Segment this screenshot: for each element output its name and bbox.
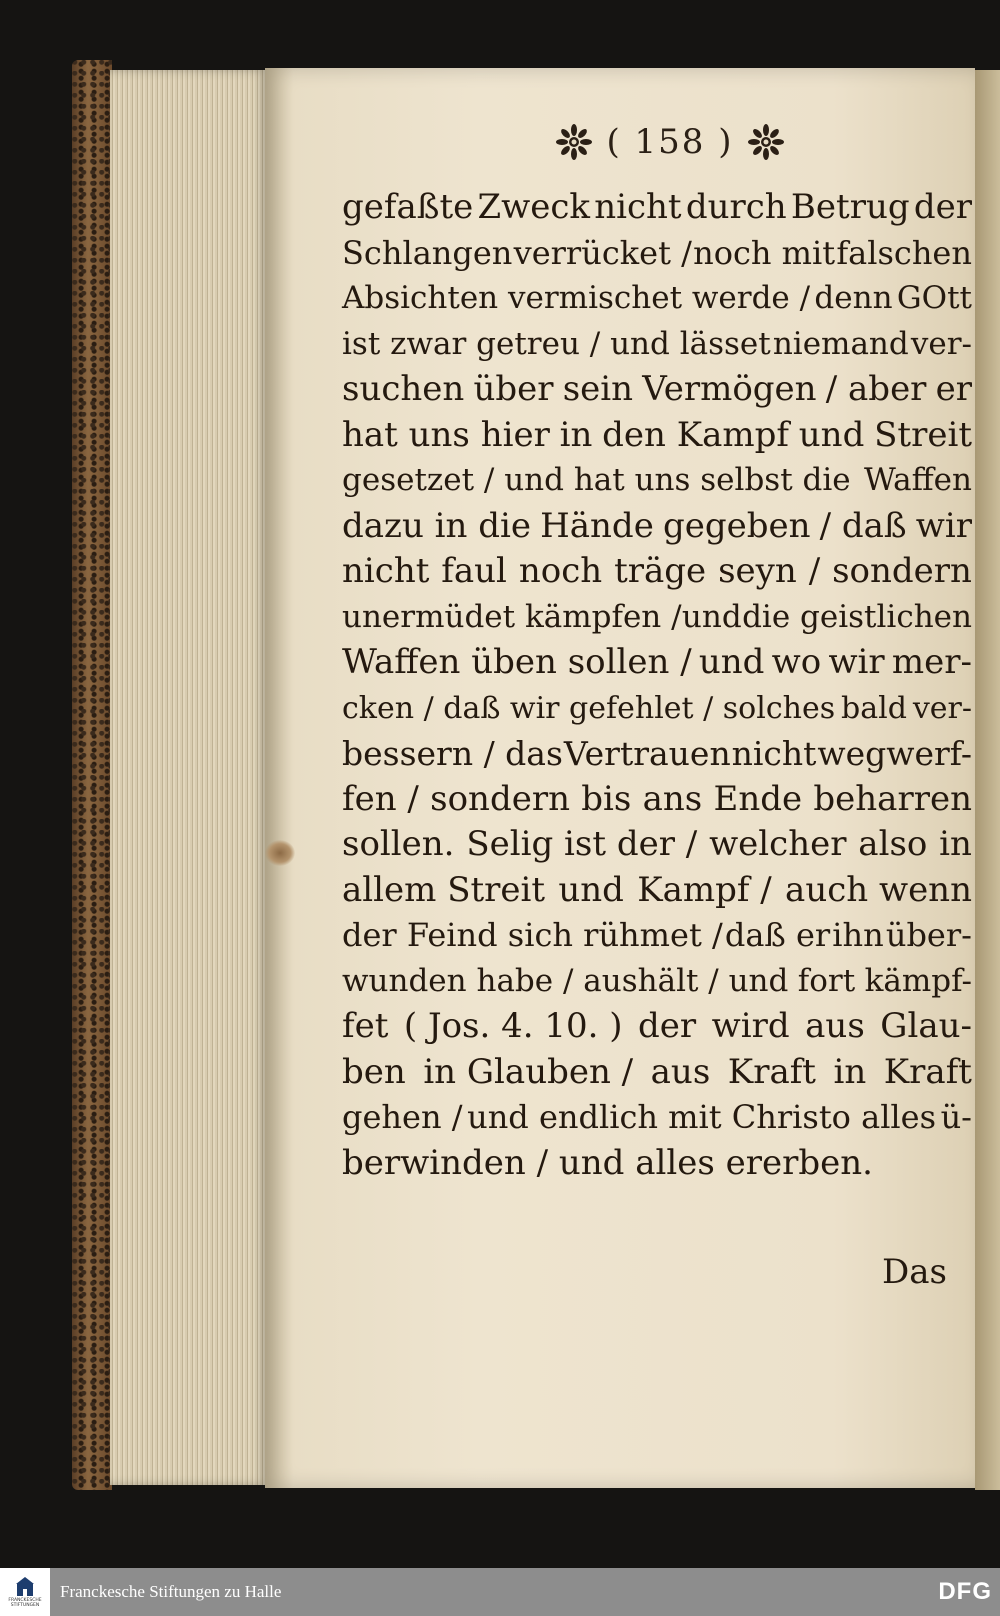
text-word: welcher <box>709 824 847 864</box>
text-word: nicht <box>594 187 682 227</box>
text-word: noch mit <box>693 233 836 272</box>
text-word: der <box>913 187 972 227</box>
text-word: in <box>833 1051 867 1092</box>
text-word: GOtt <box>896 280 972 316</box>
text-word: seyn <box>718 551 797 591</box>
text-word: Kraft <box>727 1051 816 1092</box>
next-page-edge <box>975 70 1000 1490</box>
text-word: bald <box>841 690 907 726</box>
text-word: sondern <box>430 778 570 819</box>
text-line <box>342 549 972 595</box>
text-word: gesetzet / und hat uns selbst die <box>342 462 851 498</box>
text-word: sein <box>562 369 634 409</box>
text-word: fet <box>342 1006 389 1046</box>
text-word: ihn <box>832 916 884 954</box>
body-text <box>342 185 972 1186</box>
text-word: bis <box>581 778 632 819</box>
text-word: auch wenn <box>785 869 972 910</box>
text-word: Zweck <box>477 187 590 227</box>
text-word: der <box>638 1006 697 1046</box>
text-line <box>342 777 972 823</box>
text-word: ver- <box>910 325 972 362</box>
text-word: sollen. <box>342 824 455 864</box>
text-word: Vermögen <box>642 369 817 409</box>
book-spine <box>72 60 112 1490</box>
text-word: über- <box>885 916 972 954</box>
text-word: träge <box>614 551 707 591</box>
text-word: beharren <box>813 778 972 819</box>
text-line <box>342 731 972 777</box>
page-header <box>540 118 800 166</box>
text-line <box>342 504 972 550</box>
text-word: fen / <box>342 778 419 819</box>
dfg-logo[interactable]: DFG <box>938 1578 992 1605</box>
text-word: nicht <box>342 551 430 591</box>
text-word: Streit <box>874 414 972 455</box>
text-line <box>342 1095 972 1141</box>
text-word: wir <box>828 642 885 682</box>
text-line <box>342 185 972 231</box>
text-word: ü- <box>940 1098 972 1136</box>
text-line <box>342 959 972 1005</box>
text-line <box>342 913 972 959</box>
text-word: Ende <box>713 778 803 819</box>
footer-bar <box>0 1568 1000 1616</box>
flower-ornament-icon <box>748 124 784 160</box>
text-word: / <box>808 551 821 591</box>
text-line <box>342 1141 972 1187</box>
text-word: niemand <box>772 325 909 362</box>
text-word: Schlangen <box>342 233 513 272</box>
text-word: den Kampf <box>602 414 790 455</box>
institution-logo[interactable] <box>0 1568 50 1616</box>
text-word: denn <box>814 280 893 316</box>
text-word: verrücket / <box>513 233 692 272</box>
text-line <box>342 822 972 868</box>
text-word: noch <box>518 551 603 591</box>
text-word: Waffen <box>864 462 972 498</box>
text-word: cken / daß wir gefehlet / solches <box>342 690 836 726</box>
text-word: unermüdet kämpfen / <box>342 598 682 635</box>
text-word: kämpf- <box>864 962 972 999</box>
text-word: sondern <box>832 551 972 591</box>
text-word: allem Streit <box>342 869 546 910</box>
text-word: und endlich mit Christo alles <box>467 1098 937 1136</box>
text-word: und <box>558 869 624 910</box>
text-word: ans <box>642 778 703 819</box>
text-line <box>342 595 972 641</box>
text-word: durch <box>685 187 787 227</box>
text-word: aus <box>650 1051 711 1092</box>
text-word: Vertrauen <box>563 734 731 773</box>
text-word: wird <box>711 1006 790 1046</box>
text-word: bessern / das <box>342 734 563 773</box>
text-word: und <box>798 414 865 455</box>
text-word: gegeben <box>662 505 811 546</box>
text-word: der Feind sich rühmet / <box>342 916 723 954</box>
text-word: Kraft <box>883 1051 972 1092</box>
text-line <box>342 276 972 322</box>
paper-stain <box>265 840 295 866</box>
text-word: über <box>473 369 554 409</box>
text-word: ( Jos. 4. 10. ) <box>403 1006 623 1046</box>
text-word: Absichten vermischet werde / <box>342 280 811 316</box>
text-word: Selig ist der / <box>466 824 698 864</box>
text-word: Kampf / <box>637 869 772 910</box>
page-number: ( 158 ) <box>606 122 734 162</box>
text-word: daß er <box>724 916 831 954</box>
text-word: in <box>939 824 972 864</box>
text-word: ist zwar getreu / und lässet <box>342 325 771 362</box>
text-word: wo <box>771 642 822 682</box>
text-word: und <box>698 642 765 682</box>
text-word: in <box>559 414 593 455</box>
text-word: dazu in die <box>342 505 531 546</box>
text-word: Hände <box>540 505 654 546</box>
text-word: faul <box>441 551 507 591</box>
text-word: die geistlichen <box>742 598 972 635</box>
text-word: gehen / <box>342 1098 463 1136</box>
page-block-edges <box>110 70 270 1485</box>
text-word: Glau- <box>880 1006 972 1046</box>
text-word: Waffen üben sollen / <box>342 642 692 682</box>
text-word: suchen <box>342 369 465 409</box>
text-word: in Glauben / <box>423 1051 634 1092</box>
text-word: wir <box>915 505 972 546</box>
text-word: mer- <box>891 642 972 682</box>
text-word: / daß <box>819 505 907 546</box>
text-word: also <box>858 824 928 864</box>
text-word: ben <box>342 1051 406 1092</box>
text-word: falschen <box>836 233 972 272</box>
text-word: ver- <box>912 690 972 726</box>
text-line <box>342 231 972 277</box>
text-line <box>342 1050 972 1096</box>
text-word: und <box>681 598 742 635</box>
building-icon <box>15 1576 35 1598</box>
text-word: aus <box>805 1006 865 1046</box>
text-line <box>342 322 972 368</box>
text-line <box>342 868 972 914</box>
logo-text: FRANCKESCHE STIFTUNGEN <box>8 1598 42 1608</box>
text-word: berwinden / und alles ererben. <box>342 1142 873 1183</box>
text-line <box>342 413 972 459</box>
text-word: wunden habe / aushält / und <box>342 962 789 999</box>
text-line <box>342 1004 972 1050</box>
text-word: hat uns hier <box>342 414 550 455</box>
text-line <box>342 367 972 413</box>
institution-name[interactable]: Franckesche Stiftungen zu Halle <box>60 1582 282 1601</box>
text-word: gefaßte <box>342 187 474 227</box>
text-word: wegwerf- <box>817 734 972 773</box>
flower-ornament-icon <box>556 124 592 160</box>
text-word: er <box>935 369 972 409</box>
text-line <box>342 686 972 732</box>
text-word: nicht <box>731 734 817 773</box>
text-line <box>342 458 972 504</box>
text-word: Betrug <box>790 187 910 227</box>
text-line <box>342 640 972 686</box>
catchword: Das <box>882 1252 947 1292</box>
text-word: fort <box>797 962 856 999</box>
text-word: / aber <box>825 369 927 409</box>
